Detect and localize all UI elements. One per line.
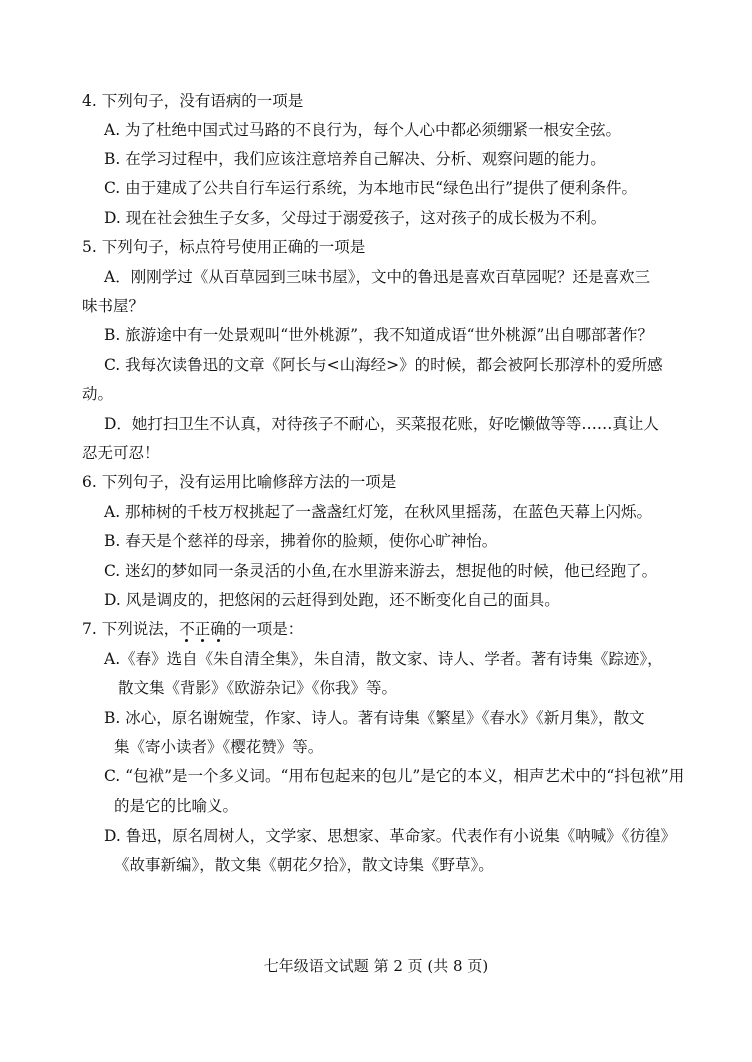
question-7-stem — [82, 618, 303, 640]
question-6-option-b: B. 春天是个慈祥的母亲，拂着你的脸颊，使你心旷神怡。 — [104, 532, 498, 550]
question-5-stem: 5. 下列句子，标点符号使用正确的一项是 — [82, 238, 366, 256]
question-6-stem: 6. 下列句子，没有运用比喻修辞方法的一项是 — [82, 473, 397, 491]
question-7-stem-prefix: 7. 下列说法， — [82, 620, 180, 638]
question-6-option-d: D. 风是调皮的，把悠闲的云赶得到处跑，还不断变化自己的面具。 — [104, 591, 560, 609]
question-7-stem-suffix: 的一项是： — [225, 620, 304, 638]
question-5-option-a-line1: A．刚刚学过《从百草园到三味书屋》，文中的鲁迅是喜欢百草园呢？还是喜欢三 — [104, 268, 650, 286]
question-6-option-c: C. 迷幻的梦如同一条灵活的小鱼,在水里游来游去，想捉他的时候，他已经跑了。 — [104, 562, 658, 580]
emphasis-char-2: 正 — [194, 620, 211, 638]
question-5-option-c-line1: C. 我每次读鲁迅的文章《阿长与<山海经>》的时候，都会被阿长那淳朴的爱所感 — [104, 356, 663, 374]
question-7-option-b-line2: 集《寄小读者》《樱花赞》等。 — [114, 738, 324, 756]
emphasis-char-1: 不 — [179, 620, 195, 638]
emphasis-char-3: 确 — [210, 620, 226, 638]
page-footer: 七年级语文试题 第 2 页 (共 8 页) — [263, 957, 489, 975]
question-5-option-d-line1: D．她打扫卫生不认真，对待孩子不耐心，买菜报花账，好吃懒做等等……真让人 — [104, 415, 659, 433]
question-5-option-b: B. 旅游途中有一处景观叫“世外桃源”，我不知道成语“世外桃源”出自哪部著作？ — [104, 326, 653, 344]
question-7-option-d-line2: 《故事新编》，散文集《朝花夕拾》，散文诗集《野草》。 — [114, 856, 494, 874]
question-7-option-c-line2: 的是它的比喻义。 — [114, 797, 239, 815]
question-5-option-d-line2: 忍无可忍！ — [82, 444, 160, 462]
question-7-option-a-line1: A.《春》选自《朱自清全集》，朱自清，散文家、诗人、学者。著有诗集《踪迹》， — [104, 650, 663, 668]
question-4-option-c: C. 由于建成了公共自行车运行系统，为本地市民“绿色出行”提供了便利条件。 — [104, 179, 638, 197]
question-4-option-d: D. 现在社会独生子女多，父母过于溺爱孩子，这对孩子的成长极为不利。 — [104, 209, 607, 227]
question-7-option-a-line2: 散文集《背影》《欧游杂记》《你我》等。 — [118, 679, 398, 697]
question-7-option-c-line1: C. “包袱”是一个多义词。“用布包起来的包儿”是它的本义，相声艺术中的“抖包袱”用 — [104, 767, 685, 785]
question-4-option-b: B. 在学习过程中，我们应该注意培养自己解决、分析、观察问题的能力。 — [104, 150, 606, 168]
question-5-option-c-line2: 动。 — [82, 385, 114, 403]
question-5-option-a-line2: 味书屋？ — [82, 297, 145, 315]
question-7-option-b-line1: B. 冰心，原名谢婉莹，作家、诗人。著有诗集《繁星》《春水》《新月集》，散文 — [104, 709, 645, 727]
question-4-stem: 4. 下列句子，没有语病的一项是 — [82, 92, 304, 110]
question-6-option-a: A. 那柿树的千枝万杈挑起了一盏盏红灯笼，在秋风里摇荡，在蓝色天幕上闪烁。 — [104, 503, 653, 521]
question-7-option-d-line1: D. 鲁迅，原名周树人，文学家、思想家、革命家。代表作有小说集《呐喊》《彷徨》 — [104, 827, 676, 845]
question-4-option-a: A. 为了杜绝中国式过马路的不良行为，每个人心中都必须绷紧一根安全弦。 — [104, 121, 622, 139]
